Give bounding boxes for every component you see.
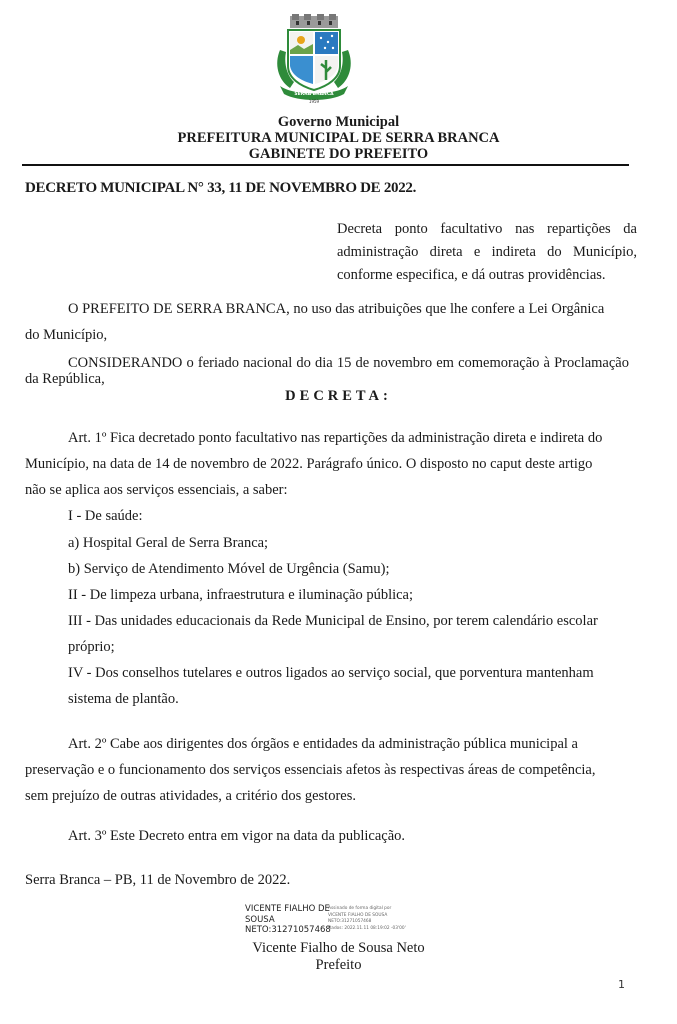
- preamble-prefeito: O PREFEITO DE SERRA BRANCA, no uso das atribuições que lhe confere a Lei Orgânica: [68, 301, 605, 317]
- decree-title: DECRETO MUNICIPAL N° 33, 11 DE NOVEMBRO DE 2022.: [25, 180, 417, 196]
- header-gabinete: GABINETE DO PREFEITO: [248, 146, 429, 162]
- preamble-prefeito-cont: do Município,: [25, 327, 108, 343]
- list-item: sistema de plantão.: [68, 691, 179, 707]
- digital-signature-name: [245, 904, 331, 936]
- art1-line2: Município, na data de 14 de novembro de 2022. Parágrafo único. O disposto no caput deste artigo: [25, 456, 593, 472]
- decree-ementa: Decreta ponto facultativo nas repartições da administração direta e indireta do Município, conforme especifica, e dá outras providências.: [337, 221, 637, 283]
- list-item: II - De limpeza urbana, infraestrutura e iluminação pública;: [68, 587, 414, 603]
- header-government: Governo Municipal: [277, 114, 400, 130]
- crest-crown: [290, 14, 338, 28]
- digital-signature-line: NETO:31271057468: [245, 925, 331, 935]
- page-number: 1: [618, 978, 625, 991]
- municipal-crest-icon: [274, 14, 354, 104]
- crest-year: 1959: [308, 99, 320, 104]
- list-item: IV - Dos conselhos tutelares e outros ligados ao serviço social, que porventura mantenham: [68, 665, 594, 681]
- list-item: próprio;: [68, 639, 115, 655]
- place-date: Serra Branca – PB, 11 de Novembro de 2022.: [25, 872, 291, 888]
- art2-line2: preservação e o funcionamento dos serviços essenciais afetos às respectivas áreas de competência,: [25, 762, 596, 778]
- signatory-name: Vicente Fialho de Sousa Neto: [252, 940, 425, 956]
- digital-signature-line: VICENTE FIALHO DE: [245, 904, 330, 914]
- list-item: III - Das unidades educacionais da Rede Municipal de Ensino, por terem calendário escolar: [68, 613, 598, 629]
- signatory-role: Prefeito: [315, 957, 362, 973]
- header-divider: [22, 164, 629, 166]
- digital-signature-note: Assinado de forma digital por: [328, 906, 392, 911]
- digital-signature-details: [328, 906, 406, 932]
- art3: Art. 3º Este Decreto entra em vigor na data da publicação.: [68, 828, 406, 844]
- art2-line1: Art. 2º Cabe aos dirigentes dos órgãos e entidades da administração pública municipal a: [68, 736, 578, 752]
- decreta-heading: DECRETA:: [285, 388, 392, 404]
- digital-signature-line: SOUSA: [245, 914, 275, 925]
- list-item: b) Serviço de Atendimento Móvel de Urgência (Samu);: [68, 561, 390, 577]
- digital-signature-note: Dados: 2022.11.11 08:19:02 -03'00': [328, 925, 406, 931]
- preamble-considerando: CONSIDERANDO o feriado nacional do dia 15 de novembro em comemoração à Proclamação da República,: [25, 355, 629, 387]
- crest-label: SERRA BRANCA: [294, 92, 334, 97]
- digital-signature-note: NETO:31271057468: [328, 919, 372, 924]
- art2-line3: sem prejuízo de outras atividades, a critério dos gestores.: [25, 788, 356, 804]
- list-item: I - De saúde:: [68, 508, 143, 524]
- art1-line3: não se aplica aos serviços essenciais, a saber:: [25, 482, 288, 498]
- list-item: a) Hospital Geral de Serra Branca;: [68, 535, 269, 551]
- art1-line1: Art. 1º Fica decretado ponto facultativo nas repartições da administração direta e indireta do: [68, 430, 603, 446]
- header-prefeitura: PREFEITURA MUNICIPAL DE SERRA BRANCA: [177, 130, 500, 146]
- digital-signature-note: VICENTE FIALHO DE SOUSA: [328, 912, 388, 918]
